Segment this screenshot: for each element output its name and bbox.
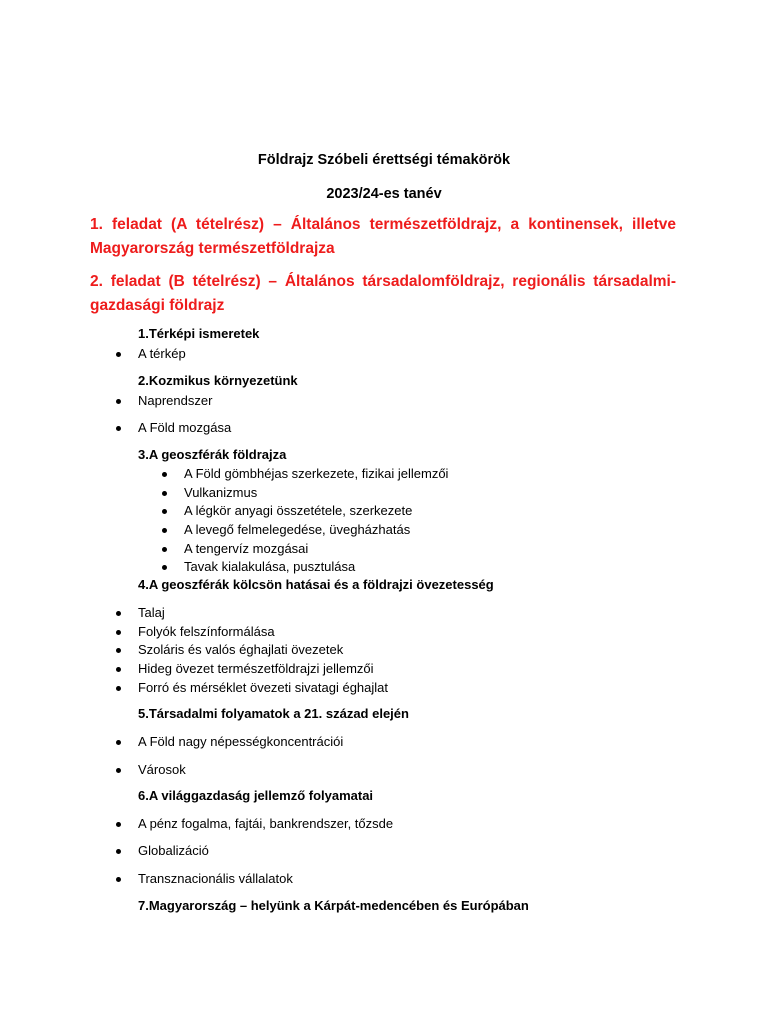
list-item: Hideg övezet természetföldrajzi jellemzői — [138, 661, 374, 676]
list-item: Vulkanizmus — [184, 485, 258, 500]
list-item: Tavak kialakulása, pusztulása — [184, 559, 356, 574]
task-2-line-1: 2. feladat (B tételrész) – Általános társadalomföldrajz, regionális társadalmi- — [90, 273, 676, 290]
task-1-line-1: 1. feladat (A tételrész) – Általános természetföldrajz, a kontinensek, illetve — [90, 216, 676, 233]
task-2-heading — [90, 270, 676, 318]
list-item: Forró és mérséklet övezeti sivatagi éghajlat — [138, 680, 389, 695]
list-item: A Föld gömbhéjas szerkezete, fizikai jellemzői — [184, 466, 449, 481]
task-1-heading — [90, 213, 676, 261]
page-title: Földrajz Szóbeli érettségi témakörök — [257, 152, 511, 168]
section-heading: 2.Kozmikus környezetünk — [138, 373, 298, 388]
section-heading: 6.A világgazdaság jellemző folyamatai — [138, 788, 374, 803]
list-item: A Föld mozgása — [138, 420, 232, 435]
task-1-line-2: Magyarország természetföldrajza — [90, 240, 335, 257]
list-item: A Föld nagy népességkoncentrációi — [138, 734, 344, 749]
list-item: Folyók felszínformálása — [138, 624, 275, 639]
list-item: A tengervíz mozgásai — [184, 541, 309, 556]
list-item: Globalizáció — [138, 843, 209, 858]
list-item: A légkör anyagi összetétele, szerkezete — [184, 503, 413, 518]
list-item: Transznacionális vállalatok — [138, 871, 293, 886]
list-item: A pénz fogalma, fajtái, bankrendszer, tőzsde — [138, 816, 394, 831]
task-2-line-2: gazdasági földrajz — [90, 297, 225, 314]
list-item: A levegő felmelegedése, üvegházhatás — [184, 522, 411, 537]
section-heading: 1.Térképi ismeretek — [138, 326, 260, 341]
list-item: Naprendszer — [138, 393, 213, 408]
section-heading: 4.A geoszférák kölcsön hatásai és a földrajzi övezetesség — [138, 577, 494, 592]
list-item: Talaj — [138, 605, 165, 620]
section-heading: 5.Társadalmi folyamatok a 21. század elején — [138, 706, 409, 721]
section-heading: 7.Magyarország – helyünk a Kárpát-medencében és Európában — [138, 898, 529, 913]
list-item: Városok — [138, 762, 186, 777]
list-item: A térkép — [138, 346, 186, 361]
school-year: 2023/24-es tanév — [326, 186, 442, 202]
section-heading: 3.A geoszférák földrajza — [138, 447, 287, 462]
list-item: Szoláris és valós éghajlati övezetek — [138, 642, 344, 657]
